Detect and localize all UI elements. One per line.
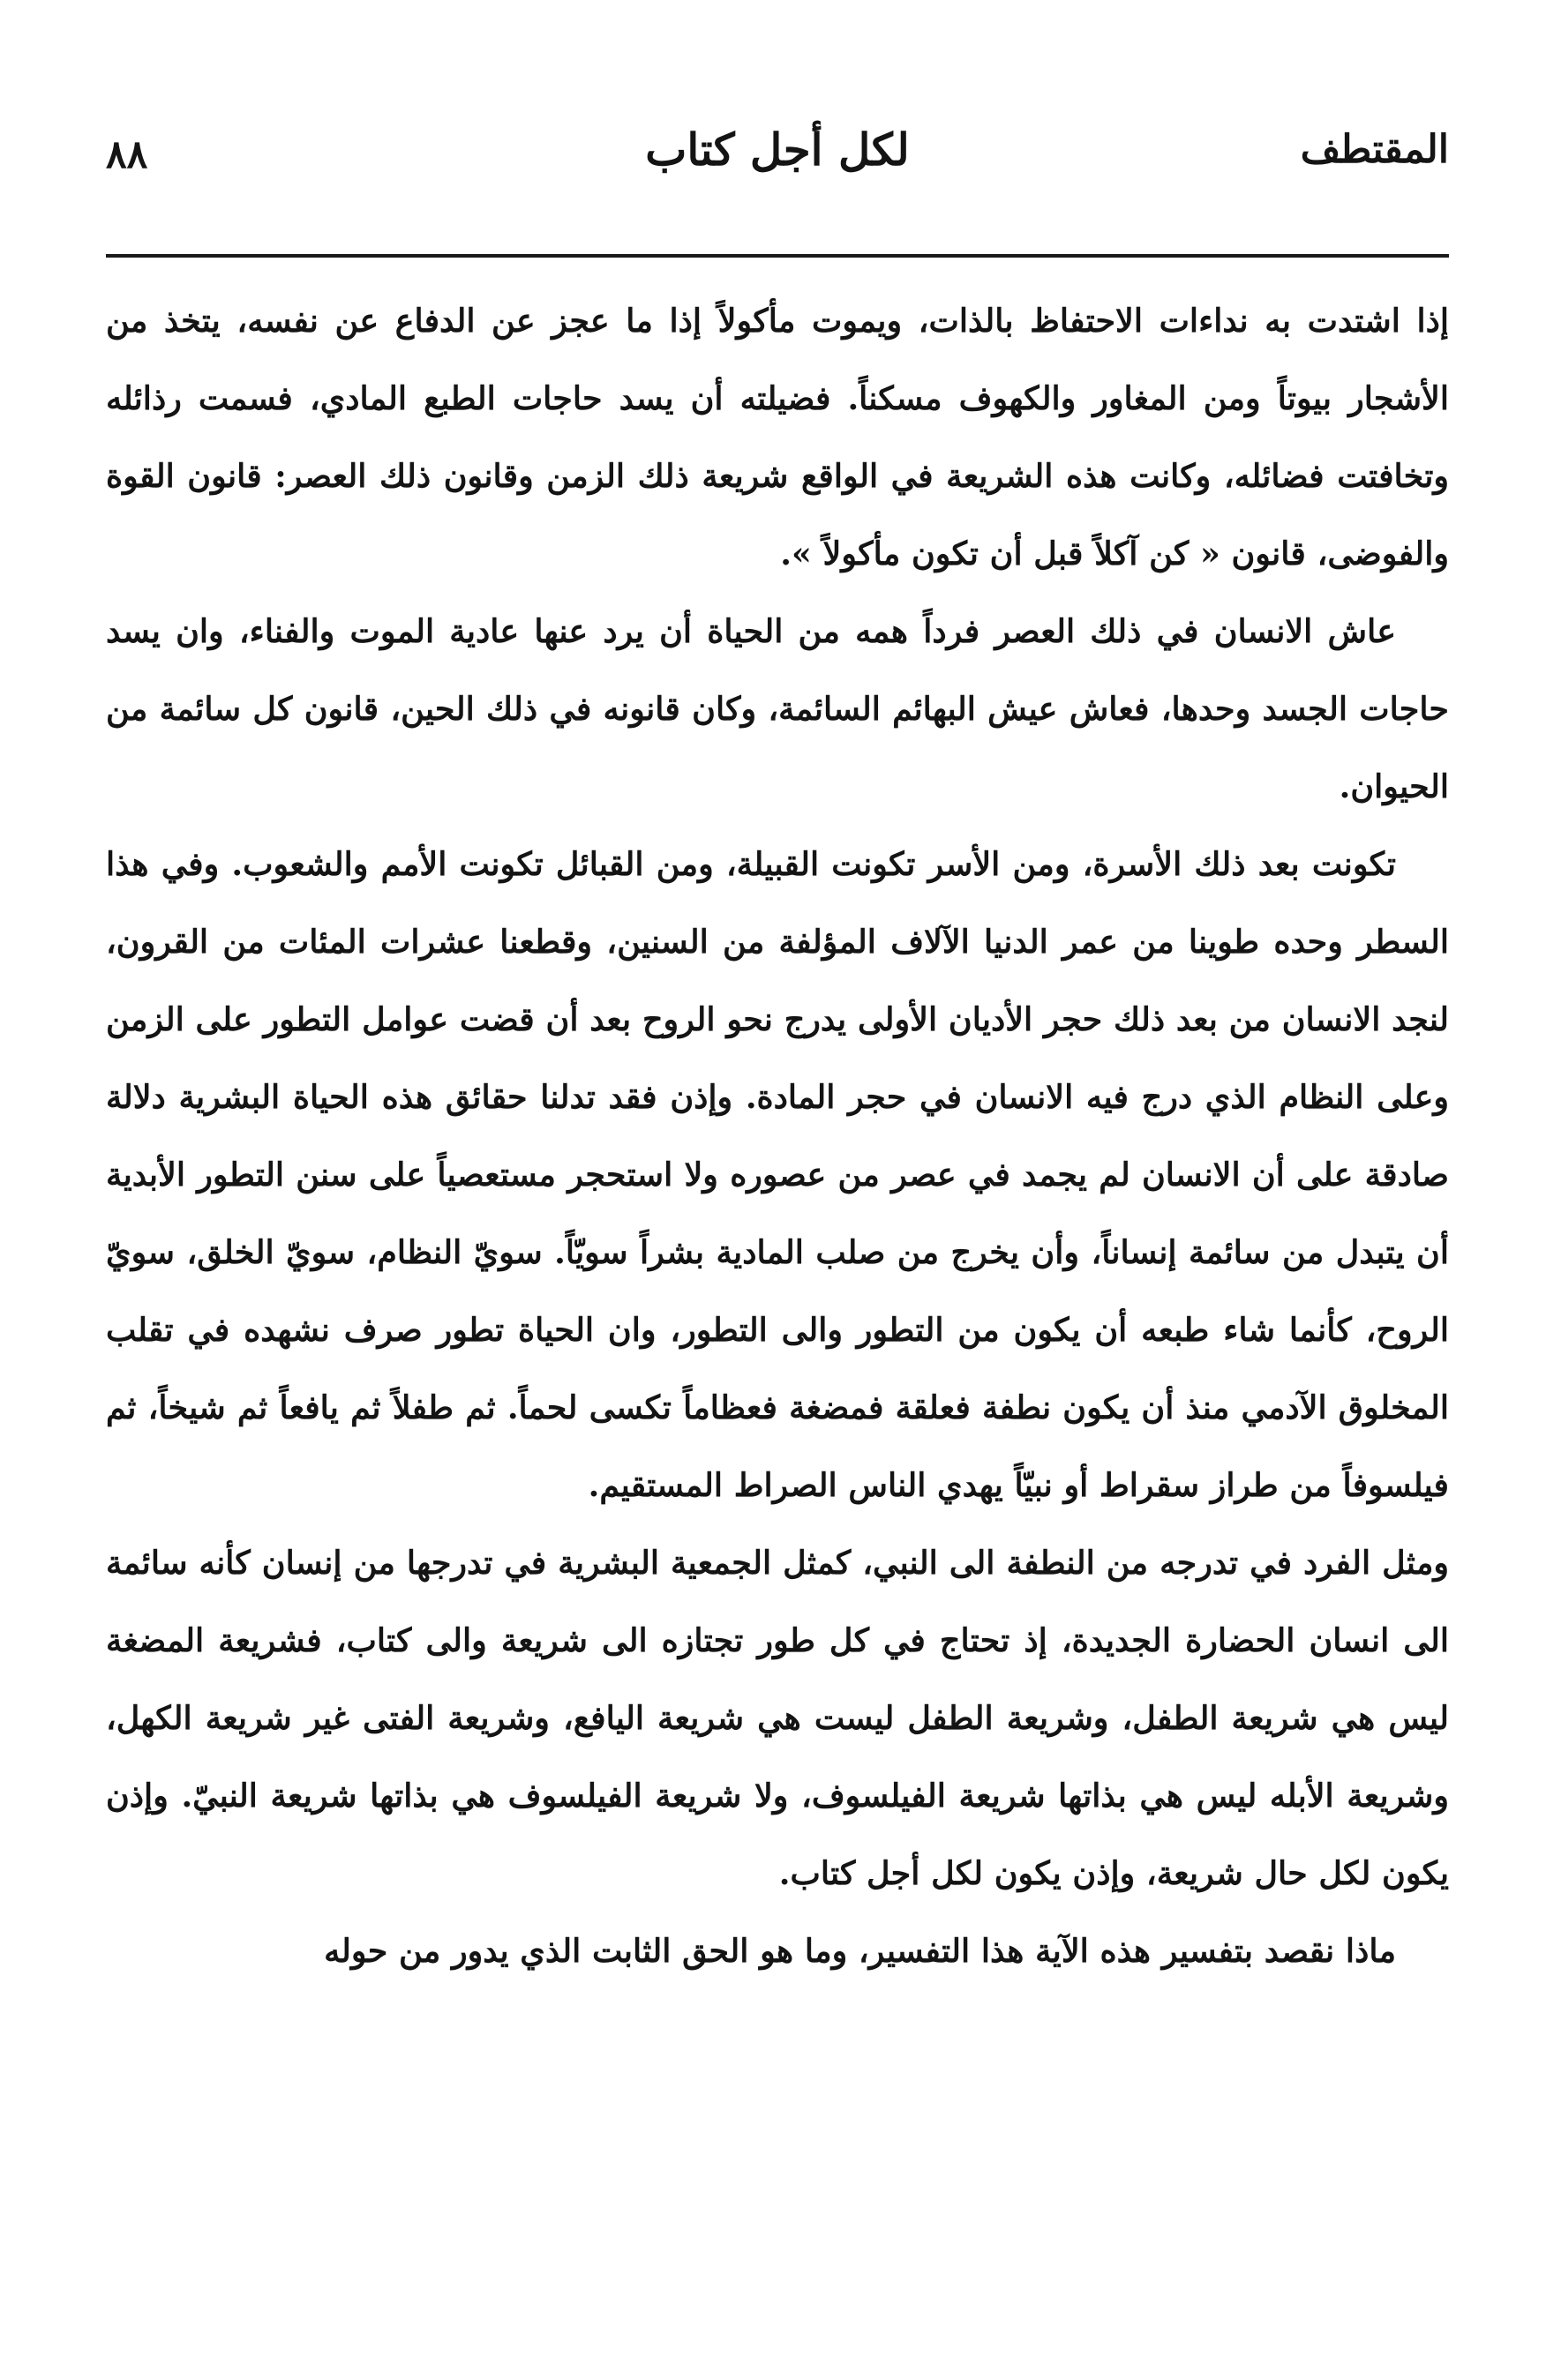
- journal-name: المقتطف: [1300, 127, 1449, 172]
- running-title: لكل أجل كتاب: [645, 123, 910, 176]
- page-number: ٨٨: [106, 132, 148, 177]
- paragraph: تكونت بعد ذلك الأسرة، ومن الأسر تكونت القبيلة، ومن القبائل تكونت الأمم والشعوب. وفي هذا السطر وحده طوينا من عمر الدنيا الآلاف المؤلفة من السنين، وقطعنا عشرات المئات من القرون، لنجد الانسان من بعد ذلك حجر الأديان الأولى يدرج نحو الروح بعد أن قضت عوامل التطور على الزمن وعلى النظام الذي درج فيه الانسان في حجر المادة. وإذن فقد تدلنا حقائق هذه الحياة البشرية دلالة صادقة على أن الانسان لم يجمد في عصر من عصوره ولا استحجر مستعصياً على سنن التطور الأبدية أن يتبدل من سائمة إنساناً، وأن يخرج من صلب المادية بشراً سويّاً. سويّ النظام، سويّ الخلق، سويّ الروح، كأنما شاء طبعه أن يكون من التطور والى التطور، وان الحياة تطور صرف نشهده في تقلب المخلوق الآدمي منذ أن يكون نطفة فعلقة فمضغة فعظاماً تكسى لحماً. ثم طفلاً ثم يافعاً ثم شيخاً، ثم فيلسوفاً من طراز سقراط أو نبيّاً يهدي الناس الصراط المستقيم.: [106, 845, 1449, 1504]
- body-text: [106, 282, 1449, 1990]
- header-divider: [106, 254, 1449, 258]
- paragraph: ماذا نقصد بتفسير هذه الآية هذا التفسير، وما هو الحق الثابت الذي يدور من حوله: [324, 1932, 1396, 1970]
- paragraph: إذا اشتدت به نداءات الاحتفاظ بالذات، ويموت مأكولاً إذا ما عجز عن الدفاع عن نفسه، يتخذ من الأشجار بيوتاً ومن المغاور والكهوف مسكناً. فضيلته أن يسد حاجات الطبع المادي، فسمت رذائله وتخافتت فضائله، وكانت هذه الشريعة في الواقع شريعة ذلك الزمن وقانون ذلك العصر: قانون القوة والفوضى، قانون « كن آكلاً قبل أن تكون مأكولاً ».: [106, 302, 1449, 573]
- paragraph: عاش الانسان في ذلك العصر فرداً همه من الحياة أن يرد عنها عادية الموت والفناء، وان يسد حاجات الجسد وحدها، فعاش عيش البهائم السائمة، وكان قانونه في ذلك الحين، قانون كل سائمة من الحيوان.: [106, 612, 1449, 805]
- page-header: [106, 123, 1449, 203]
- paragraph: ومثل الفرد في تدرجه من النطفة الى النبي، كمثل الجمعية البشرية في تدرجها من إنسان كأنه سائمة الى انسان الحضارة الجديدة، إذ تحتاج في كل طور تجتازه الى شريعة والى كتاب، فشريعة المضغة ليس هي شريعة الطفل، وشريعة الطفل ليست هي شريعة اليافع، وشريعة الفتى غير شريعة الكهل، وشريعة الأبله ليس هي بذاتها شريعة الفيلسوف، ولا شريعة الفيلسوف هي بذاتها شريعة النبيّ. وإذن يكون لكل حال شريعة، وإذن يكون لكل أجل كتاب.: [106, 1544, 1449, 1892]
